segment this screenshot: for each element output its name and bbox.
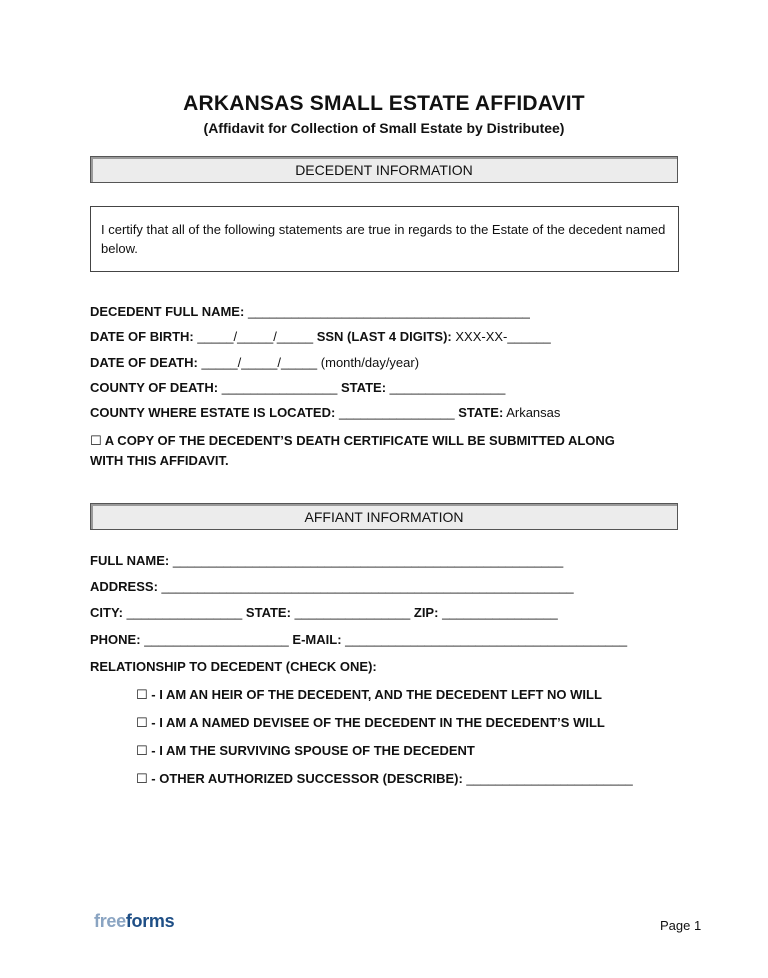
affiant-email-label: E-MAIL: — [292, 632, 342, 647]
affiant-address-field[interactable]: _________________________________________________________ — [161, 579, 574, 594]
ssn-field[interactable]: XXX-XX-______ — [455, 329, 551, 344]
death-state-field[interactable]: ________________ — [389, 380, 506, 395]
affiant-city-label: CITY: — [90, 605, 123, 620]
logo-free-text: free — [94, 911, 126, 931]
death-certificate-line2: WITH THIS AFFIDAVIT. — [90, 453, 229, 468]
affiant-state-label: STATE: — [245, 605, 291, 620]
affiant-phone-label: PHONE: — [90, 632, 141, 647]
affiant-phone-field[interactable]: ____________________ — [144, 632, 289, 647]
affiant-phone-email-row — [90, 632, 627, 647]
death-certificate-checkbox[interactable]: ☐ A COPY OF THE DECEDENT’S DEATH CERTIFICATE WILL BE SUBMITTED ALONG — [90, 433, 615, 448]
affiant-city-field[interactable]: ________________ — [126, 605, 243, 620]
option-heir-checkbox[interactable]: ☐ - I AM AN HEIR OF THE DECEDENT, AND THE DECEDENT LEFT NO WILL — [136, 687, 602, 702]
decedent-full-name-row — [90, 304, 530, 319]
county-of-death-field[interactable]: ________________ — [221, 380, 338, 395]
certify-statement-box: I certify that all of the following statements are true in regards to the Estate of the decedent named below. — [90, 206, 679, 272]
option-other-row — [136, 771, 633, 787]
affiant-address-row — [90, 579, 574, 594]
estate-state-value: Arkansas — [506, 405, 561, 420]
county-of-death-label: COUNTY OF DEATH: — [90, 380, 219, 395]
affiant-state-field[interactable]: ________________ — [294, 605, 411, 620]
county-estate-label: COUNTY WHERE ESTATE IS LOCATED: — [90, 405, 336, 420]
dod-hint: (month/day/year) — [320, 355, 420, 370]
affiant-full-name-row — [90, 553, 563, 568]
affiant-zip-label: ZIP: — [413, 605, 439, 620]
document-title: ARKANSAS SMALL ESTATE AFFIDAVIT — [183, 92, 585, 115]
estate-state-label: STATE: — [458, 405, 504, 420]
ssn-label: SSN (LAST 4 DIGITS): — [316, 329, 452, 344]
decedent-section-header: DECEDENT INFORMATION — [90, 156, 678, 183]
dod-field[interactable]: _____/_____/_____ — [201, 355, 318, 370]
affiant-full-name-label: FULL NAME: — [90, 553, 170, 568]
page-number: Page 1 — [660, 918, 702, 933]
affiant-address-label: ADDRESS: — [90, 579, 158, 594]
affiant-city-state-zip-row — [90, 605, 558, 620]
option-spouse-checkbox[interactable]: ☐ - I AM THE SURVIVING SPOUSE OF THE DECEDENT — [136, 743, 475, 758]
death-state-label: STATE: — [341, 380, 387, 395]
county-estate-row — [90, 405, 560, 420]
dob-field[interactable]: _____/_____/_____ — [197, 329, 314, 344]
affiant-full-name-field[interactable]: ______________________________________________________ — [172, 553, 564, 568]
affiant-section-header: AFFIANT INFORMATION — [90, 503, 678, 530]
relationship-label: RELATIONSHIP TO DECEDENT (CHECK ONE): — [90, 659, 377, 674]
option-other-checkbox[interactable]: ☐ - OTHER AUTHORIZED SUCCESSOR (DESCRIBE): — [136, 771, 463, 786]
option-devisee-checkbox[interactable]: ☐ - I AM A NAMED DEVISEE OF THE DECEDENT IN THE DECEDENT’S WILL — [136, 715, 605, 730]
decedent-full-name-label: DECEDENT FULL NAME: — [90, 304, 245, 319]
dob-ssn-row — [90, 329, 551, 344]
affiant-zip-field[interactable]: ________________ — [442, 605, 558, 620]
logo-forms-text: forms — [125, 911, 175, 931]
county-estate-field[interactable]: ________________ — [338, 405, 455, 420]
affiant-email-field[interactable]: _______________________________________ — [345, 632, 628, 647]
dob-label: DATE OF BIRTH: — [90, 329, 194, 344]
county-of-death-row — [90, 380, 505, 395]
date-of-death-row — [90, 355, 419, 370]
decedent-full-name-field[interactable]: _______________________________________ — [247, 304, 530, 319]
freeforms-logo — [94, 911, 174, 932]
option-other-field[interactable]: _______________________ — [466, 771, 633, 786]
dod-label: DATE OF DEATH: — [90, 355, 198, 370]
document-subtitle: (Affidavit for Collection of Small Estate by Distributee) — [203, 120, 565, 136]
